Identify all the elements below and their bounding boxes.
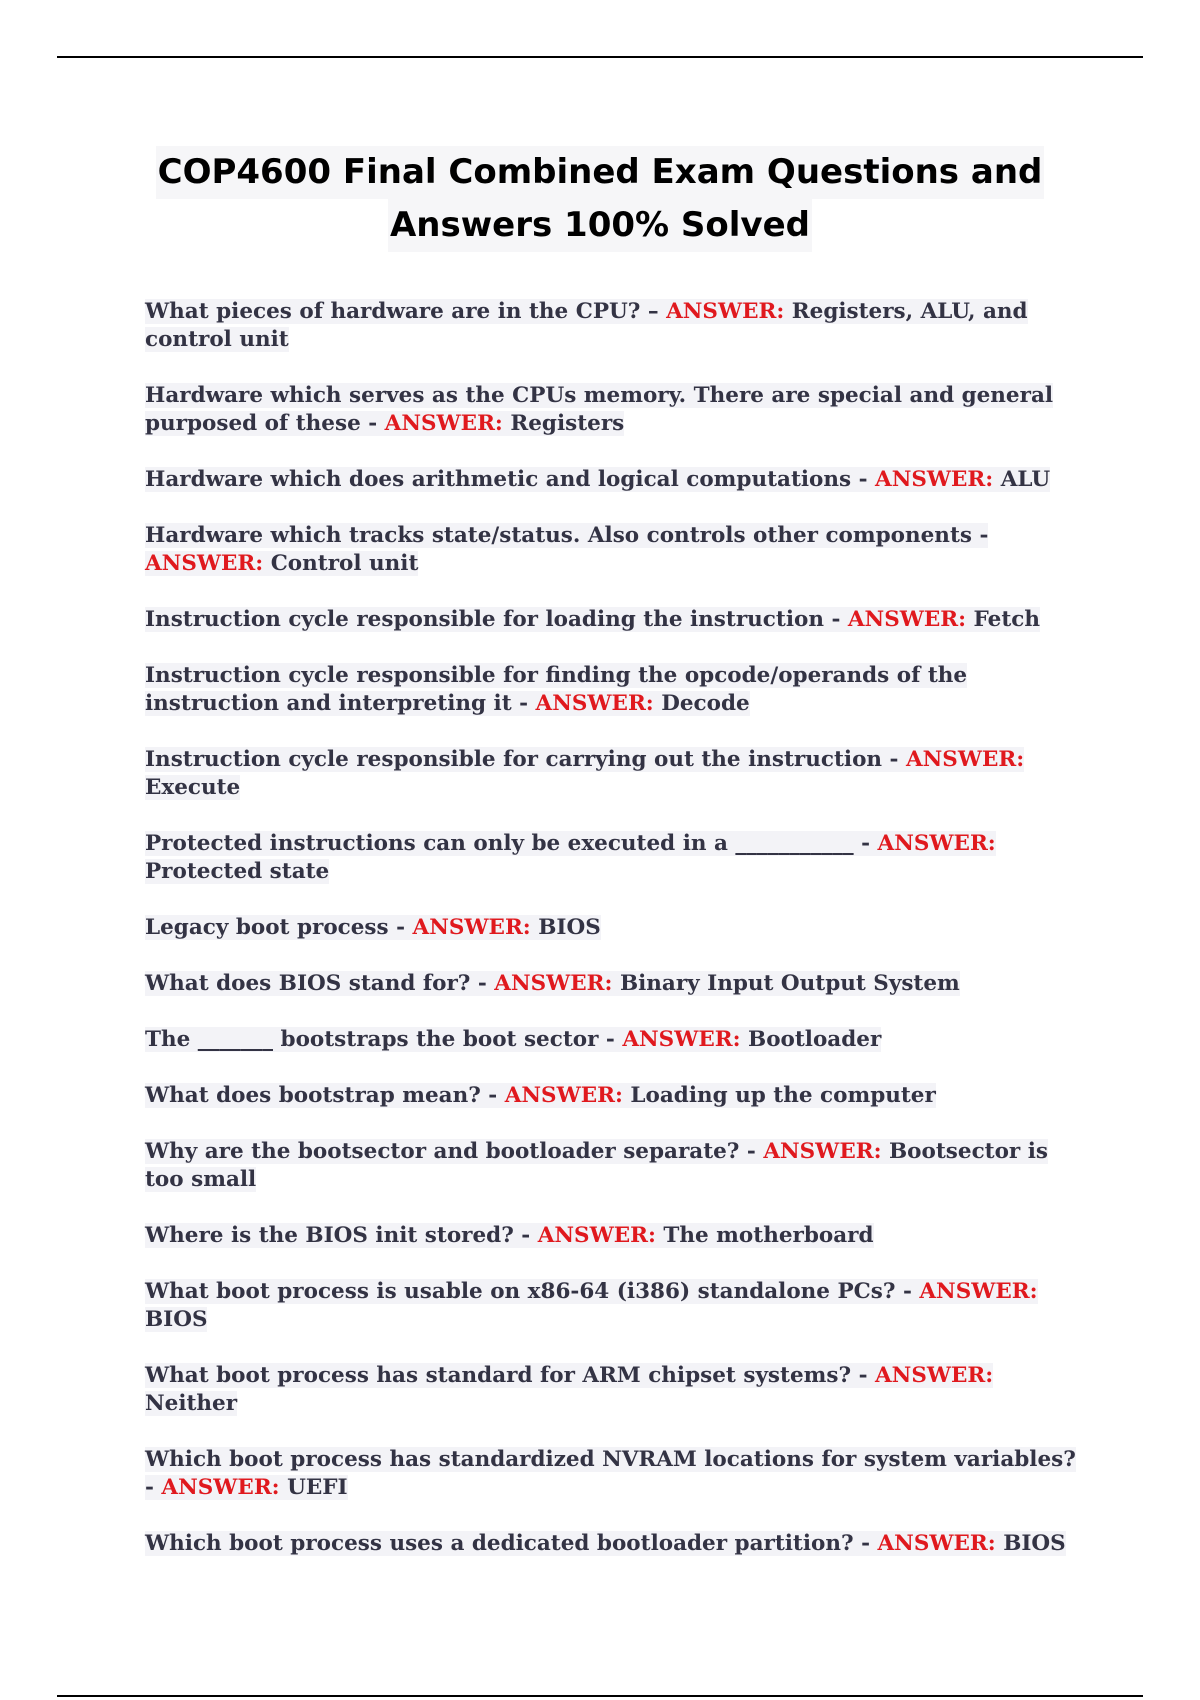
answer-label: ANSWER: bbox=[877, 831, 996, 856]
answer-text: Neither bbox=[145, 1391, 238, 1416]
answer-text: Control unit bbox=[263, 551, 419, 576]
answer-label: ANSWER: bbox=[384, 411, 503, 436]
document-title bbox=[0, 146, 1200, 252]
question-text: The _______ bootstraps the boot sector - bbox=[145, 1027, 623, 1052]
answer-text: Decode bbox=[653, 691, 750, 716]
answer-label: ANSWER: bbox=[875, 467, 994, 492]
bottom-rule bbox=[57, 1695, 1143, 1697]
question-text: What does bootstrap mean? - bbox=[145, 1083, 505, 1108]
question-text: What boot process has standard for ARM chipset systems? - bbox=[145, 1363, 875, 1388]
question-text: Protected instructions can only be executed in a ___________ - bbox=[145, 831, 878, 856]
answer-label: ANSWER: bbox=[161, 1475, 280, 1500]
question-text: Hardware which does arithmetic and logical computations - bbox=[145, 467, 876, 492]
answer-label: ANSWER: bbox=[763, 1139, 882, 1164]
question-text: Instruction cycle responsible for finding the opcode/operands of the instruction and interpreting it - bbox=[145, 663, 968, 716]
answer-label: ANSWER: bbox=[494, 971, 613, 996]
answer-text: Bootloader bbox=[740, 1027, 882, 1052]
answer-text: Protected state bbox=[145, 859, 330, 884]
answer-text: The motherboard bbox=[655, 1223, 874, 1248]
question-text: Which boot process has standardized NVRAM locations for system variables? - bbox=[145, 1447, 1076, 1500]
top-rule bbox=[57, 56, 1143, 58]
question-text: What does BIOS stand for? - bbox=[145, 971, 495, 996]
qa-item bbox=[145, 970, 1085, 998]
qa-item bbox=[145, 606, 1085, 634]
question-text: Hardware which tracks state/status. Also controls other components - bbox=[145, 523, 989, 548]
answer-label: ANSWER: bbox=[666, 299, 785, 324]
answer-text: BIOS bbox=[995, 1531, 1066, 1556]
question-text: Which boot process uses a dedicated bootloader partition? - bbox=[145, 1531, 878, 1556]
answer-text: Registers, ALU, and control unit bbox=[145, 299, 1028, 352]
answer-text: Fetch bbox=[966, 607, 1040, 632]
answer-label: ANSWER: bbox=[875, 1363, 994, 1388]
qa-item bbox=[145, 1026, 1085, 1054]
question-text: Instruction cycle responsible for carrying out the instruction - bbox=[145, 747, 906, 772]
question-text: Legacy boot process - bbox=[145, 915, 413, 940]
qa-item bbox=[145, 298, 1085, 354]
answer-label: ANSWER: bbox=[847, 607, 967, 632]
title-line-1: COP4600 Final Combined Exam Questions and bbox=[156, 146, 1045, 199]
qa-item bbox=[145, 522, 1085, 578]
question-text: Hardware which serves as the CPUs memory. There are special and general purposed of these - bbox=[145, 383, 1054, 436]
answer-text: UEFI bbox=[279, 1475, 348, 1500]
qa-item bbox=[145, 1138, 1085, 1194]
answer-label: ANSWER: bbox=[905, 747, 1025, 772]
qa-list bbox=[145, 298, 1085, 1586]
answer-label: ANSWER: bbox=[919, 1279, 1038, 1304]
qa-item bbox=[145, 382, 1085, 438]
qa-item bbox=[145, 466, 1085, 494]
qa-item bbox=[145, 1222, 1085, 1250]
qa-item bbox=[145, 1082, 1085, 1110]
answer-text: BIOS bbox=[530, 915, 601, 940]
answer-label: ANSWER: bbox=[537, 1223, 656, 1248]
qa-item bbox=[145, 914, 1085, 942]
qa-item bbox=[145, 746, 1085, 802]
answer-text: Binary Input Output System bbox=[612, 971, 960, 996]
answer-text: Bootsector is too small bbox=[145, 1139, 1049, 1192]
answer-label: ANSWER: bbox=[145, 551, 264, 576]
answer-label: ANSWER: bbox=[622, 1027, 741, 1052]
title-line-2: Answers 100% Solved bbox=[388, 199, 812, 252]
qa-item bbox=[145, 1278, 1085, 1334]
question-text: What boot process is usable on x86-64 (i386) standalone PCs? - bbox=[145, 1279, 920, 1304]
question-text: Where is the BIOS init stored? - bbox=[145, 1223, 538, 1248]
answer-text: ALU bbox=[993, 467, 1051, 492]
answer-text: Execute bbox=[145, 775, 241, 800]
question-text: Instruction cycle responsible for loading the instruction - bbox=[145, 607, 848, 632]
qa-item bbox=[145, 1362, 1085, 1418]
qa-item bbox=[145, 662, 1085, 718]
answer-label: ANSWER: bbox=[535, 691, 654, 716]
qa-item bbox=[145, 1530, 1085, 1558]
answer-text: BIOS bbox=[145, 1307, 208, 1332]
question-text: What pieces of hardware are in the CPU? – bbox=[145, 299, 667, 324]
answer-label: ANSWER: bbox=[877, 1531, 996, 1556]
answer-text: Registers bbox=[502, 411, 625, 436]
answer-label: ANSWER: bbox=[504, 1083, 623, 1108]
answer-text: Loading up the computer bbox=[622, 1083, 936, 1108]
question-text: Why are the bootsector and bootloader separate? - bbox=[145, 1139, 764, 1164]
answer-label: ANSWER: bbox=[412, 915, 531, 940]
qa-item bbox=[145, 1446, 1085, 1502]
qa-item bbox=[145, 830, 1085, 886]
